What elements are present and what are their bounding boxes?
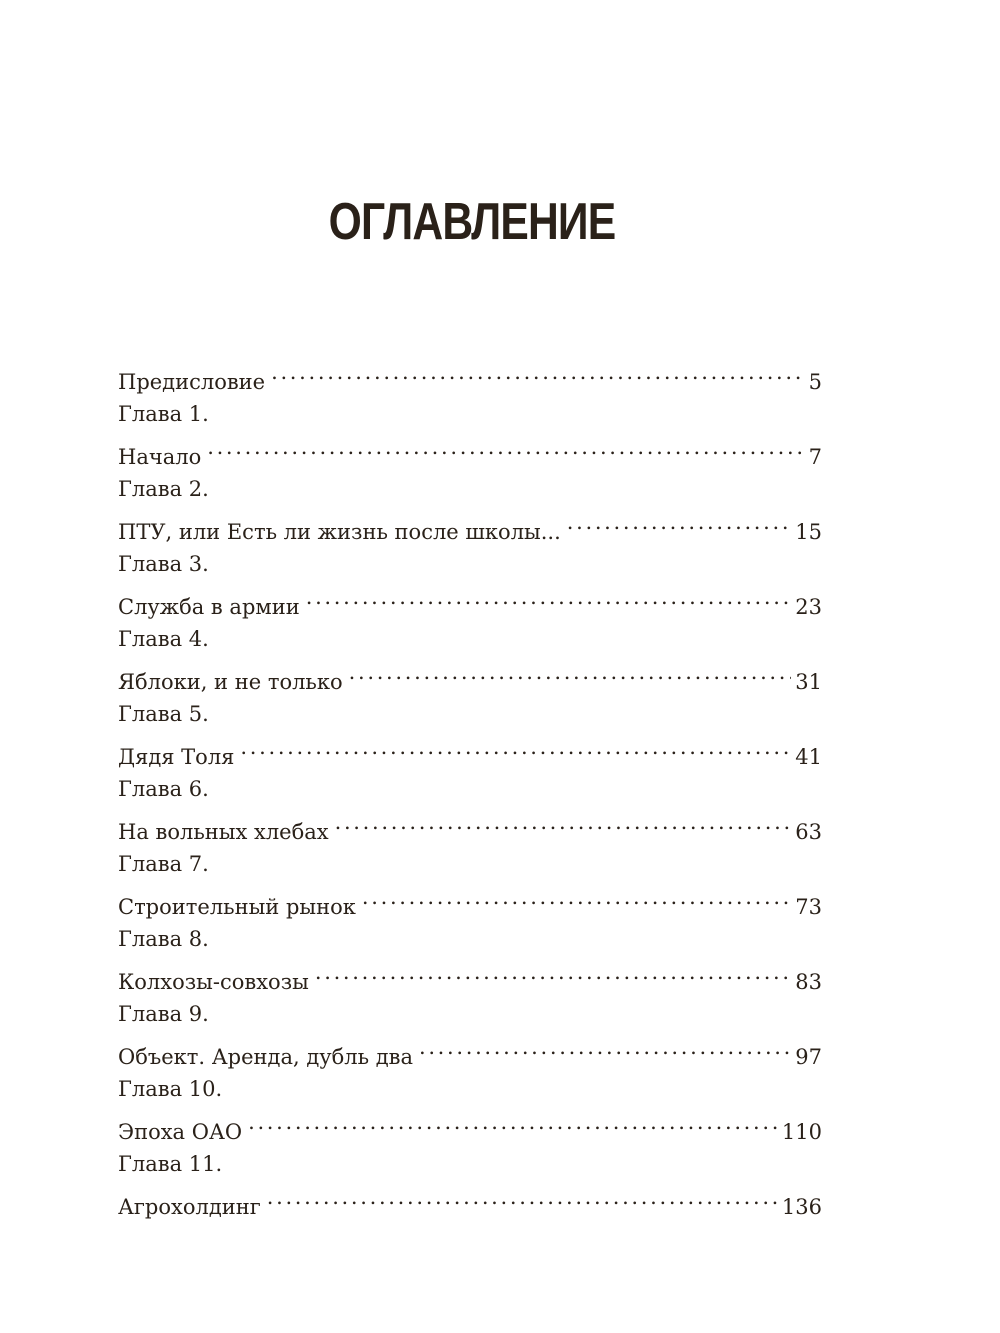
toc-line	[118, 431, 822, 469]
dot-leader	[271, 356, 805, 389]
page-number: 97	[795, 1045, 822, 1069]
toc-entry-chapter-7	[118, 848, 822, 919]
toc-line	[118, 731, 822, 769]
page-number: 23	[795, 595, 822, 619]
entry-title: Строительный рынок	[118, 895, 356, 919]
dot-leader	[315, 956, 791, 989]
dot-leader	[349, 656, 792, 689]
toc-entry-chapter-4	[118, 623, 822, 694]
toc-line	[118, 1031, 822, 1069]
chapter-label: Глава 11.	[118, 1152, 223, 1176]
entry-title: Колхозы-совхозы	[118, 970, 309, 994]
dot-leader	[335, 806, 792, 839]
entry-title: Служба в армии	[118, 595, 300, 619]
toc-line	[118, 656, 822, 694]
page-number: 136	[781, 1195, 822, 1219]
chapter-label: Глава 5.	[118, 702, 209, 726]
dot-leader	[248, 1106, 778, 1139]
chapter-label: Глава 6.	[118, 777, 209, 801]
toc-line	[118, 881, 822, 919]
dot-leader	[306, 581, 792, 614]
toc-line	[118, 506, 822, 544]
dot-leader	[267, 1181, 778, 1214]
page-number: 7	[808, 445, 822, 469]
toc-line	[118, 806, 822, 844]
chapter-label: Глава 7.	[118, 852, 209, 876]
toc-line	[118, 1181, 822, 1219]
entry-title: Эпоха ОАО	[118, 1120, 243, 1144]
entry-title: ПТУ, или Есть ли жизнь после школы...	[118, 520, 561, 544]
toc-line	[118, 1106, 822, 1144]
page-number: 31	[795, 670, 822, 694]
toc-line	[118, 356, 822, 394]
dot-leader	[240, 731, 791, 764]
dot-leader	[567, 506, 791, 539]
chapter-label: Глава 10.	[118, 1077, 223, 1101]
chapter-label: Глава 1.	[118, 402, 209, 426]
entry-title: На вольных хлебах	[118, 820, 329, 844]
page-number: 110	[781, 1120, 822, 1144]
page-number: 73	[795, 895, 822, 919]
chapter-label: Глава 3.	[118, 552, 209, 576]
entry-title: Дядя Толя	[118, 745, 235, 769]
toc-entry-chapter-3	[118, 548, 822, 619]
entry-title: Предисловие	[118, 370, 266, 394]
toc-entry-chapter-5	[118, 698, 822, 769]
entry-title: Яблоки, и не только	[118, 670, 343, 694]
table-of-contents	[118, 356, 822, 1219]
toc-entry-chapter-1	[118, 398, 822, 469]
toc-entry-chapter-2	[118, 473, 822, 544]
entry-title: Агрохолдинг	[118, 1195, 261, 1219]
chapter-label: Глава 4.	[118, 627, 209, 651]
page-number: 83	[795, 970, 822, 994]
dot-leader	[419, 1031, 791, 1064]
chapter-label: Глава 9.	[118, 1002, 209, 1026]
toc-entry-preface	[118, 356, 822, 394]
toc-line	[118, 956, 822, 994]
dot-leader	[362, 881, 791, 914]
toc-entry-chapter-10	[118, 1073, 822, 1144]
chapter-label: Глава 2.	[118, 477, 209, 501]
toc-entry-chapter-8	[118, 923, 822, 994]
page-number: 63	[795, 820, 822, 844]
chapter-label: Глава 8.	[118, 927, 209, 951]
entry-title: Начало	[118, 445, 202, 469]
page-number: 5	[808, 370, 822, 394]
page-number: 41	[795, 745, 822, 769]
dot-leader	[207, 431, 804, 464]
toc-entry-chapter-11	[118, 1148, 822, 1219]
page-number: 15	[795, 520, 822, 544]
page-title: ОГЛАВЛЕНИЕ	[328, 193, 616, 251]
toc-entry-chapter-6	[118, 773, 822, 844]
toc-line	[118, 581, 822, 619]
entry-title: Объект. Аренда, дубль два	[118, 1045, 413, 1069]
toc-entry-chapter-9	[118, 998, 822, 1069]
